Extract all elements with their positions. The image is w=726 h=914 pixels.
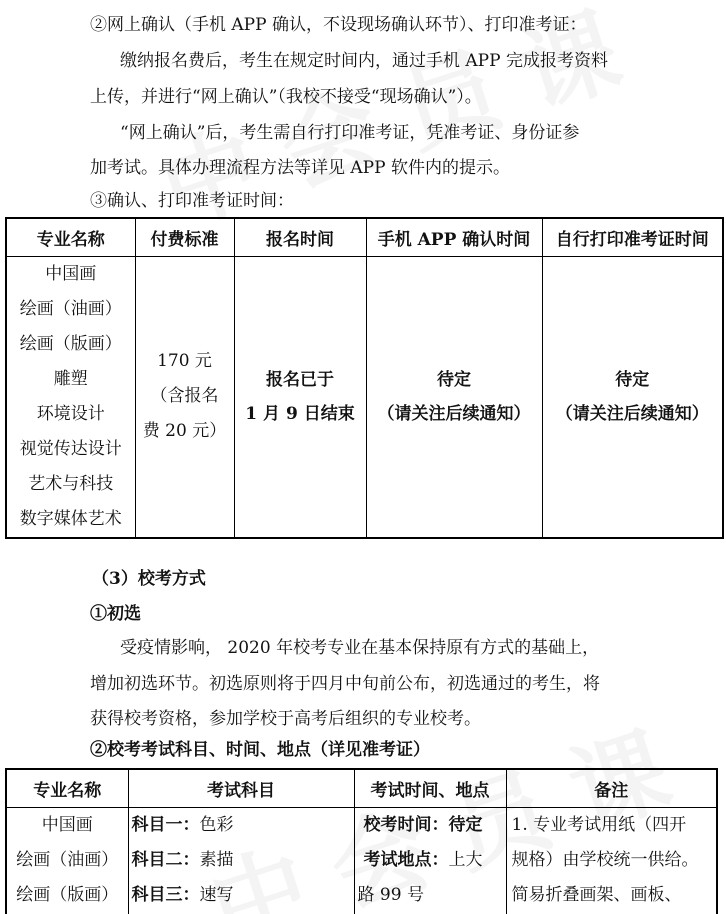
app-confirm-time-cell — [366, 256, 542, 538]
subject-value: 素描 — [199, 849, 234, 870]
registration-time-cell — [234, 256, 366, 538]
header-cell: 手机 APP 确认时间 — [366, 218, 542, 256]
para-line: “网上确认”后，考生需自行打印准考证，凭准考证、身份证参 — [120, 123, 580, 143]
notes-cell — [506, 807, 717, 914]
subject-label: 科目三： — [131, 884, 200, 905]
fee-cell — [135, 256, 234, 538]
exam-place — [358, 843, 506, 878]
major-item: 中国画 — [45, 263, 97, 284]
exam-time-place-cell — [354, 807, 506, 914]
subject-item — [132, 878, 354, 913]
section-title: （3）校考方式 — [92, 569, 206, 589]
fee-line: （含报名 — [150, 386, 219, 406]
para-line: 获得校考资格，参加学校于高考后组织的专业校考。 — [90, 709, 481, 729]
subject-value: 速写 — [199, 884, 234, 905]
para-line: ②网上确认（手机 APP 确认，不设现场确认环节）、打印准考证： — [90, 15, 587, 35]
exam-time: 校考时间：待定 — [363, 814, 483, 835]
subjects-cell — [128, 807, 354, 914]
para-line: 缴纳报名费后，考生在规定时间内，通过手机 APP 完成报考资料 — [120, 51, 608, 71]
major-item: 环境设计 — [36, 403, 105, 424]
print-line: （请关注后续通知） — [555, 403, 709, 424]
major-item: 数字媒体艺术 — [19, 508, 122, 529]
major-item: 绘画（油画） — [16, 849, 119, 870]
header-cell: 专业名称 — [6, 218, 135, 256]
header-cell: 专业名称 — [6, 769, 128, 807]
subsection-title: ②校考考试科目、时间、地点（详见准考证） — [90, 740, 430, 760]
subject-label: 科目一： — [131, 814, 200, 835]
header-cell: 付费标准 — [135, 218, 234, 256]
major-item: 艺术与科技 — [28, 473, 114, 494]
exam-place-cont: 路 99 号 — [357, 884, 424, 905]
table-row — [6, 807, 717, 914]
exam-place-label: 考试地点： — [363, 849, 449, 870]
para-line: 加考试。具体办理流程方法等详见 APP 软件内的提示。 — [90, 158, 510, 178]
subject-value: 色彩 — [199, 814, 234, 835]
reg-line: 1 月 9 日结束 — [245, 403, 355, 424]
reg-line: 报名已于 — [266, 369, 334, 390]
app-line: （请关注后续通知） — [377, 403, 531, 424]
subject-item — [132, 843, 354, 878]
header-cell: 报名时间 — [234, 218, 366, 256]
para-line: 增加初选环节。初选原则将于四月中旬前公布，初选通过的考生，将 — [90, 674, 600, 694]
exam-table — [5, 768, 718, 914]
print-line: 待定 — [615, 369, 650, 390]
major-item: 绘画（版画） — [16, 884, 119, 905]
majors-cell — [6, 256, 135, 538]
para-line: 受疫情影响， 2020 年校考专业在基本保持原有方式的基础上， — [120, 638, 600, 658]
para-line: ③确认、打印准考证时间： — [90, 191, 294, 211]
header-cell: 备注 — [506, 769, 717, 807]
header-cell: 考试时间、地点 — [354, 769, 506, 807]
table-header-row — [6, 218, 723, 256]
fee-line: 170 元 — [157, 351, 212, 371]
subject-item — [132, 808, 354, 843]
table-row — [6, 256, 723, 538]
schedule-table — [5, 217, 724, 539]
exam-place-value: 上大 — [448, 849, 483, 870]
note-line: 规格）由学校统一供给。 — [511, 849, 699, 870]
subject-label: 科目二： — [131, 849, 200, 870]
note-line: 1. 专业考试用纸（四开 — [511, 814, 687, 835]
header-cell: 考试科目 — [128, 769, 354, 807]
major-item: 绘画（油画） — [19, 298, 122, 319]
major-item: 绘画（版画） — [19, 333, 122, 354]
header-cell: 自行打印准考证时间 — [542, 218, 723, 256]
majors-cell — [6, 807, 128, 914]
app-line: 待定 — [437, 369, 471, 390]
print-time-cell — [542, 256, 723, 538]
major-item: 视觉传达设计 — [19, 438, 122, 459]
note-line: 简易折叠画架、画板、 — [511, 884, 682, 905]
table-header-row — [6, 769, 717, 807]
major-item: 中国画 — [41, 814, 93, 835]
para-line: 上传，并进行“网上确认”（我校不接受“现场确认”）。 — [90, 87, 482, 107]
major-item: 雕塑 — [53, 368, 88, 389]
fee-line: 费 20 元） — [142, 421, 227, 441]
subsection-title: ①初选 — [90, 604, 141, 624]
